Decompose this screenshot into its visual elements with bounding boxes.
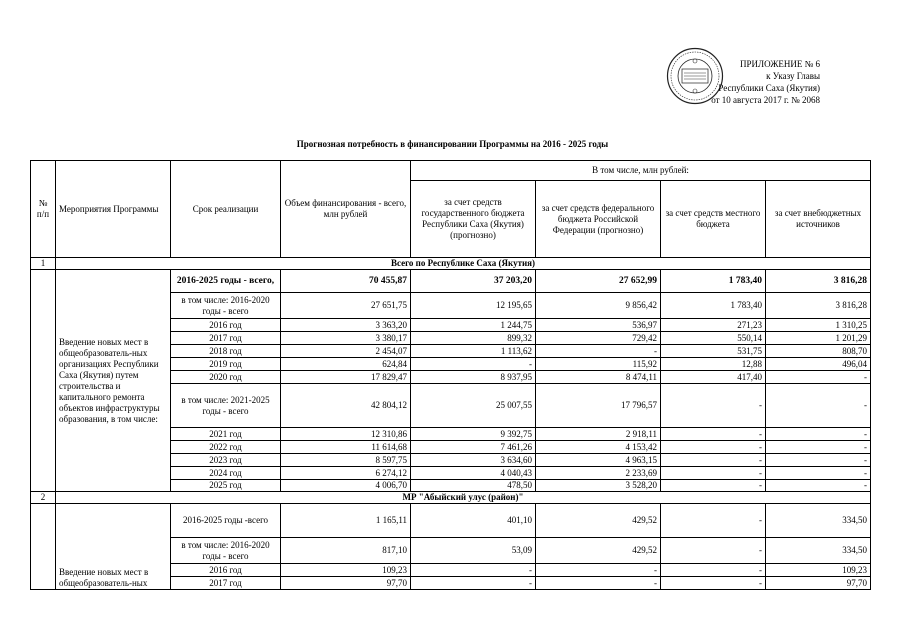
cell-extra: -: [766, 441, 871, 454]
appendix-line-2: к Указу Главы: [766, 71, 820, 81]
cell-total: 8 597,75: [281, 454, 411, 467]
section-1-title: Всего по Республике Саха (Якутия): [56, 258, 871, 270]
cell-total: 17 829,47: [281, 371, 411, 384]
cell-local: 531,75: [661, 345, 766, 358]
cell-federal: 2 918,11: [536, 428, 661, 441]
cell-federal: 8 474,11: [536, 371, 661, 384]
cell-extra: -: [766, 371, 871, 384]
financing-table: [30, 160, 871, 590]
section-1-body: [31, 270, 871, 492]
section-2-header: [31, 492, 871, 504]
cell-extra: 109,23: [766, 564, 871, 577]
table-body: [31, 161, 871, 270]
cell-state: 53,09: [411, 538, 536, 564]
cell-state: 899,32: [411, 332, 536, 345]
cell-total: 12 310,86: [281, 428, 411, 441]
cell-period: 2016-2025 годы - всего,: [171, 270, 281, 293]
cell-local: -: [661, 428, 766, 441]
cell-state: 401,10: [411, 504, 536, 538]
header-measures: Мероприятия Программы: [56, 161, 171, 258]
cell-federal: 9 856,42: [536, 293, 661, 319]
cell-state: 1 113,62: [411, 345, 536, 358]
cell-period: 2020 год: [171, 371, 281, 384]
section-1-row: [31, 258, 871, 270]
appendix-line-4: от 10 августа 2017 г. № 2068: [711, 95, 820, 105]
cell-local: 550,14: [661, 332, 766, 345]
header-local: за счет средств местного бюджета: [661, 181, 766, 258]
section-2-row: [31, 492, 871, 504]
cell-extra: 808,70: [766, 345, 871, 358]
cell-local: -: [661, 577, 766, 590]
cell-total: 109,23: [281, 564, 411, 577]
cell-total: 3 363,20: [281, 319, 411, 332]
cell-federal: 2 233,69: [536, 467, 661, 480]
cell-state: -: [411, 564, 536, 577]
cell-period: 2019 год: [171, 358, 281, 371]
cell-state: 478,50: [411, 480, 536, 492]
cell-period: 2016 год: [171, 564, 281, 577]
cell-local: 271,23: [661, 319, 766, 332]
cell-extra: -: [766, 454, 871, 467]
cell-state: 8 937,95: [411, 371, 536, 384]
cell-extra: 97,70: [766, 577, 871, 590]
cell-extra: 496,04: [766, 358, 871, 371]
cell-period: в том числе: 2021-2025 годы - всего: [171, 384, 281, 428]
section1-measure: Введение новых мест в общеобразователь-ных организациях Республики Саха (Якутия) путем строительства и капитального ремонта объектов инфраструктуры образования, в том числе:: [56, 270, 171, 492]
cell-federal: 729,42: [536, 332, 661, 345]
cell-total: 817,10: [281, 538, 411, 564]
header-extra: за счет внебюджетных источников: [766, 181, 871, 258]
cell-extra: 3 816,28: [766, 270, 871, 293]
cell-local: 417,40: [661, 371, 766, 384]
cell-period: в том числе: 2016-2020 годы - всего: [171, 538, 281, 564]
cell-state: 12 195,65: [411, 293, 536, 319]
cell-period: 2017 год: [171, 577, 281, 590]
cell-federal: 27 652,99: [536, 270, 661, 293]
cell-local: -: [661, 441, 766, 454]
cell-federal: -: [536, 564, 661, 577]
header-row-top: [31, 161, 871, 181]
appendix-header: [700, 58, 820, 106]
cell-extra: -: [766, 384, 871, 428]
header-state: за счет средств государственного бюджета Республики Саха (Якутия) (прогнозно): [411, 181, 536, 258]
cell-extra: 1 201,29: [766, 332, 871, 345]
cell-extra: -: [766, 480, 871, 492]
header-period: Срок реализации: [171, 161, 281, 258]
cell-total: 11 614,68: [281, 441, 411, 454]
cell-extra: 334,50: [766, 504, 871, 538]
cell-federal: 4 963,15: [536, 454, 661, 467]
cell-period: 2016-2025 годы -всего: [171, 504, 281, 538]
section1-num-cell: [31, 270, 56, 492]
section2-num-cell: [31, 504, 56, 590]
cell-local: -: [661, 564, 766, 577]
cell-local: -: [661, 538, 766, 564]
section-2-title: МР "Абыйский улус (район)": [56, 492, 871, 504]
cell-state: 9 392,75: [411, 428, 536, 441]
section-2-num: 2: [31, 492, 56, 504]
cell-federal: 429,52: [536, 538, 661, 564]
cell-local: 1 783,40: [661, 270, 766, 293]
cell-local: -: [661, 384, 766, 428]
header-federal: за счет средств федерального бюджета Российской Федерации (прогнозно): [536, 181, 661, 258]
cell-period: 2021 год: [171, 428, 281, 441]
header-total: Объем финансирования - всего, млн рублей: [281, 161, 411, 258]
cell-period: 2024 год: [171, 467, 281, 480]
cell-federal: 115,92: [536, 358, 661, 371]
cell-period: 2022 год: [171, 441, 281, 454]
cell-total: 624,84: [281, 358, 411, 371]
cell-federal: 536,97: [536, 319, 661, 332]
cell-total: 3 380,17: [281, 332, 411, 345]
cell-local: -: [661, 504, 766, 538]
cell-extra: 334,50: [766, 538, 871, 564]
cell-total: 70 455,87: [281, 270, 411, 293]
cell-federal: 429,52: [536, 504, 661, 538]
cell-total: 97,70: [281, 577, 411, 590]
cell-period: 2025 год: [171, 480, 281, 492]
cell-state: 1 244,75: [411, 319, 536, 332]
cell-state: 4 040,43: [411, 467, 536, 480]
header-num: № п/п: [31, 161, 56, 258]
cell-total: 42 804,12: [281, 384, 411, 428]
cell-state: -: [411, 577, 536, 590]
appendix-line-1: ПРИЛОЖЕНИЕ № 6: [739, 59, 820, 69]
table-row: [31, 270, 871, 293]
cell-extra: 3 816,28: [766, 293, 871, 319]
cell-local: 1 783,40: [661, 293, 766, 319]
section-2-body: [31, 504, 871, 590]
cell-total: 2 454,07: [281, 345, 411, 358]
cell-federal: 4 153,42: [536, 441, 661, 454]
table-row: [31, 504, 871, 538]
cell-period: 2017 год: [171, 332, 281, 345]
cell-state: -: [411, 358, 536, 371]
cell-period: в том числе: 2016-2020 годы - всего: [171, 293, 281, 319]
cell-federal: -: [536, 577, 661, 590]
document-title: Прогнозная потребность в финансировании Программы на 2016 - 2025 годы: [296, 139, 609, 149]
section2-measure: Введение новых мест в общеобразователь-ных: [56, 504, 171, 590]
cell-period: 2018 год: [171, 345, 281, 358]
header-including: В том числе, млн рублей:: [411, 161, 871, 181]
cell-local: -: [661, 467, 766, 480]
appendix-line-3: Республики Саха (Якутия): [718, 83, 820, 93]
cell-extra: 1 310,25: [766, 319, 871, 332]
cell-federal: 3 528,20: [536, 480, 661, 492]
cell-state: 7 461,26: [411, 441, 536, 454]
cell-total: 1 165,11: [281, 504, 411, 538]
cell-total: 27 651,75: [281, 293, 411, 319]
cell-local: -: [661, 454, 766, 467]
cell-period: 2023 год: [171, 454, 281, 467]
cell-state: 25 007,55: [411, 384, 536, 428]
cell-local: 12,88: [661, 358, 766, 371]
cell-total: 4 006,70: [281, 480, 411, 492]
cell-federal: 17 796,57: [536, 384, 661, 428]
cell-federal: -: [536, 345, 661, 358]
cell-local: -: [661, 480, 766, 492]
cell-period: 2016 год: [171, 319, 281, 332]
cell-extra: -: [766, 428, 871, 441]
cell-state: 3 634,60: [411, 454, 536, 467]
cell-state: 37 203,20: [411, 270, 536, 293]
cell-total: 6 274,12: [281, 467, 411, 480]
section-1-num: 1: [31, 258, 56, 270]
cell-extra: -: [766, 467, 871, 480]
